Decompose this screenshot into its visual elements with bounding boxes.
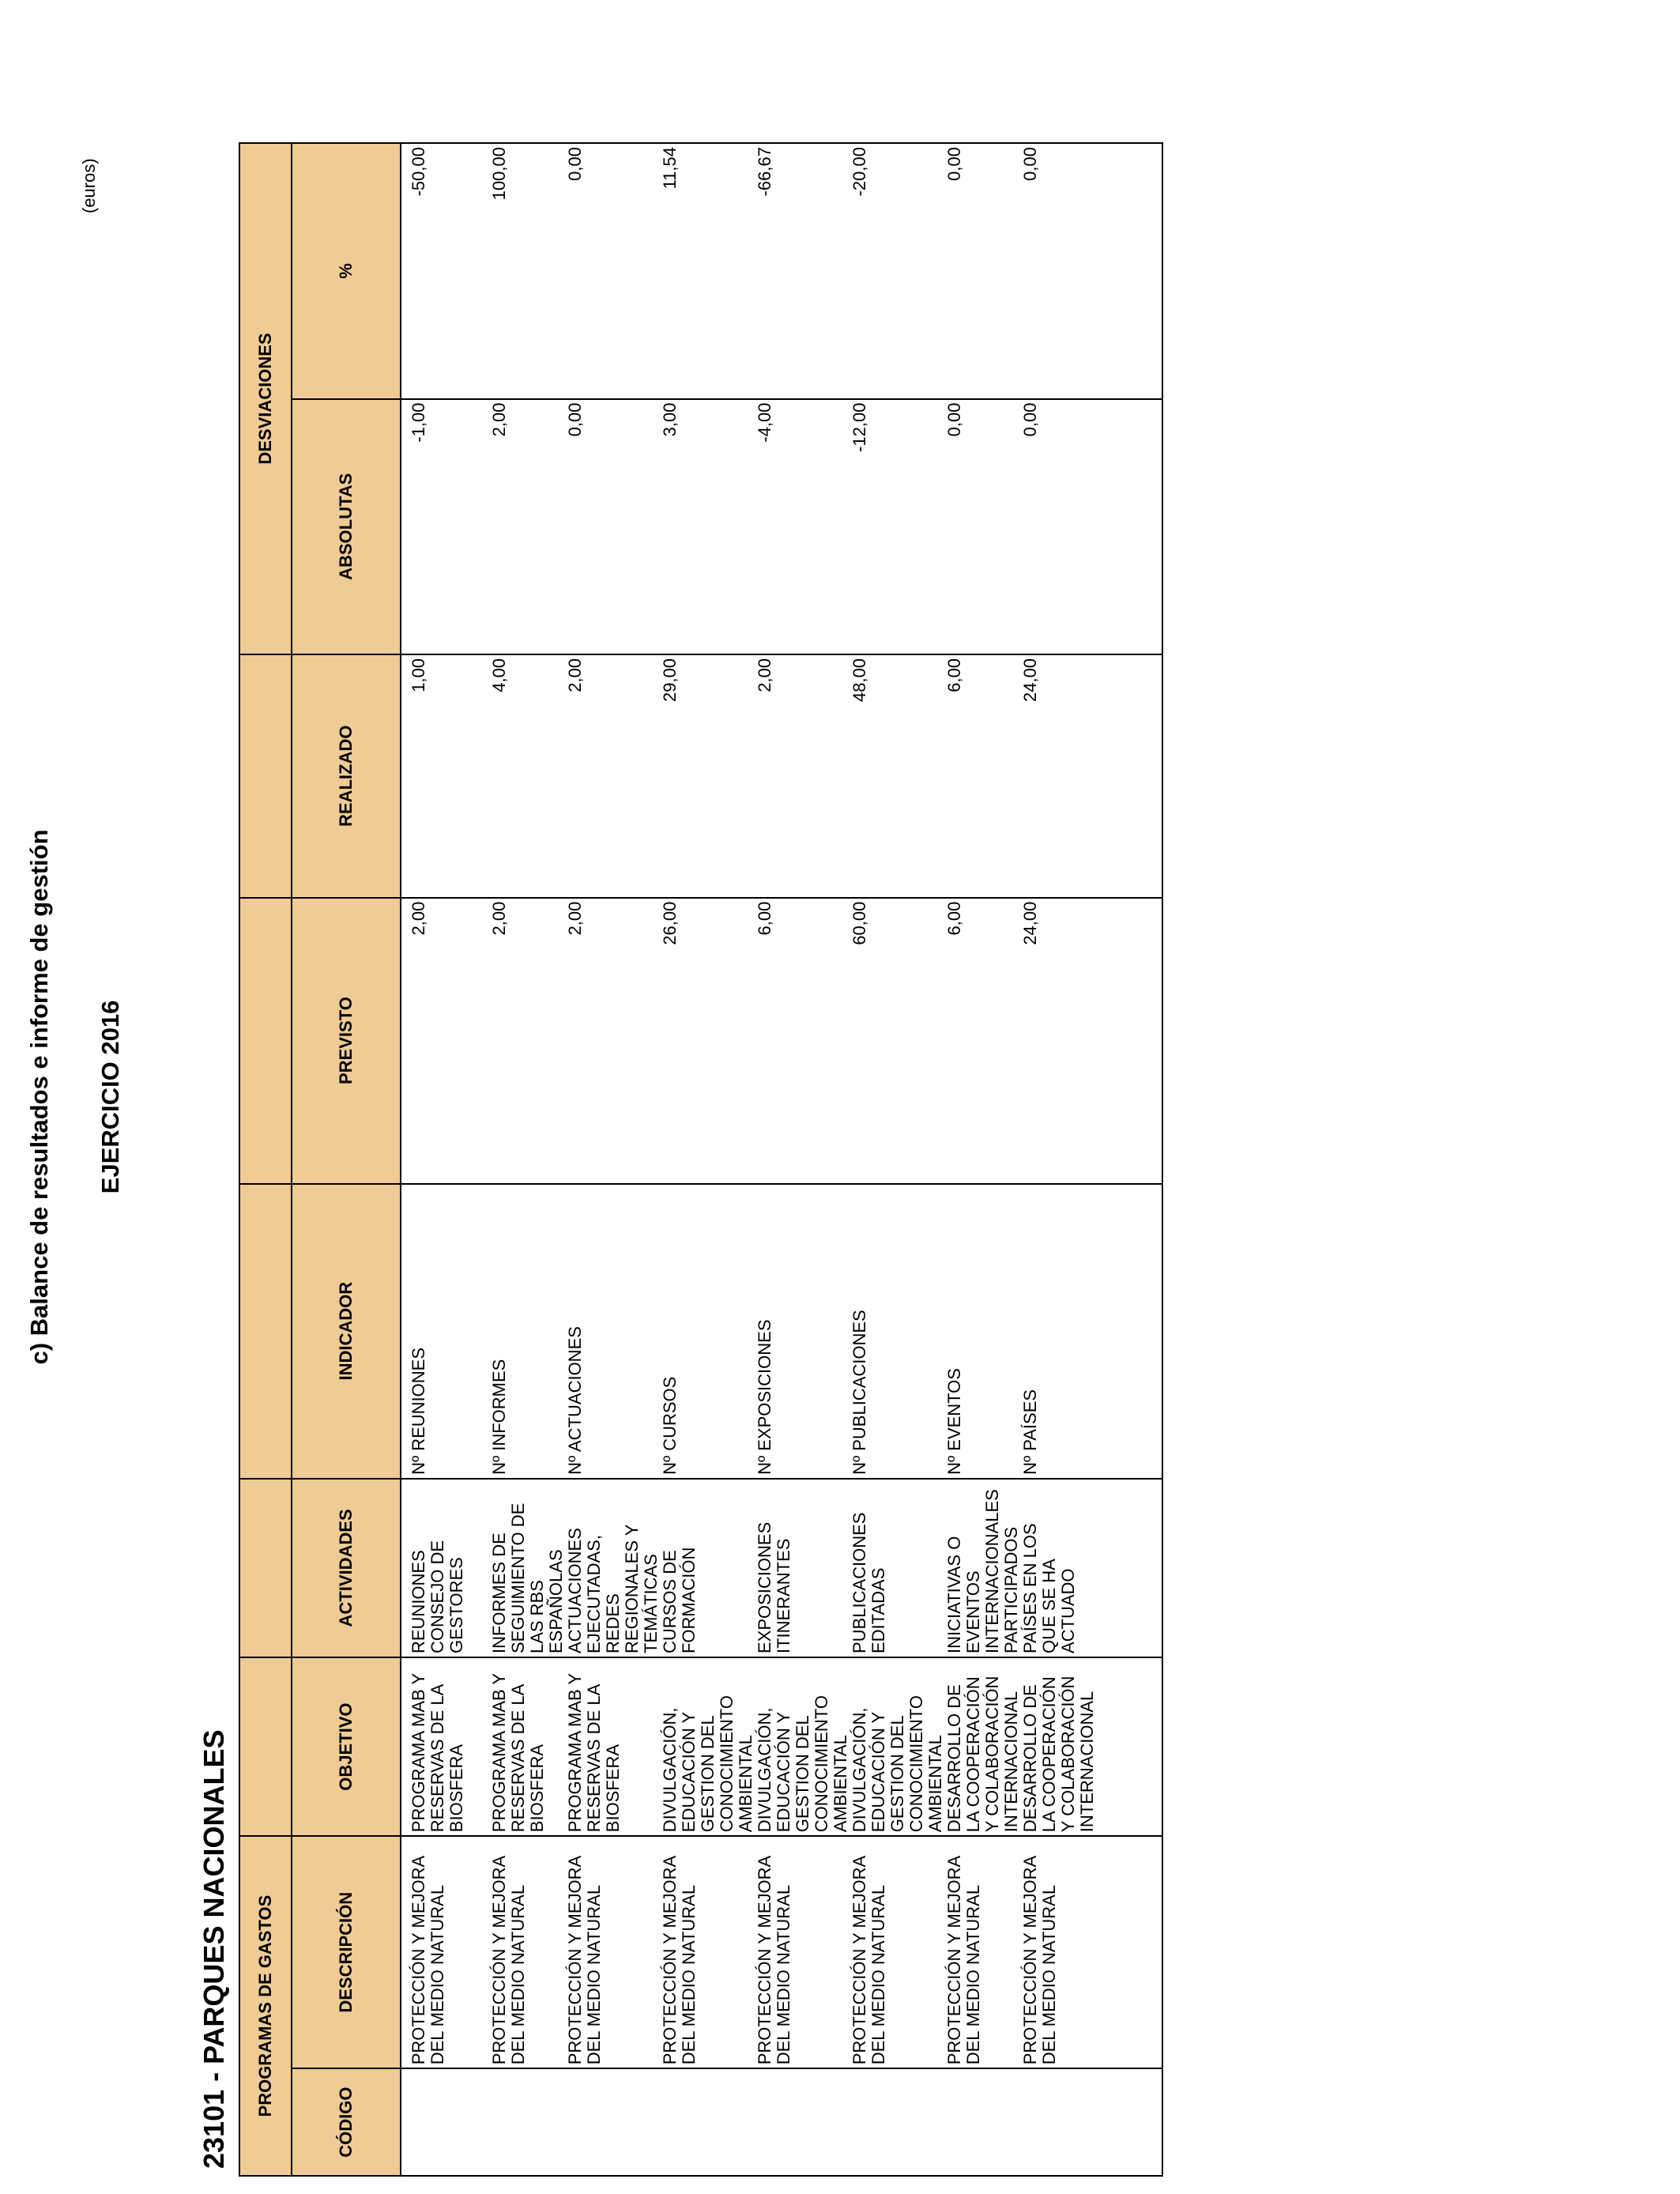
cell-previsto: 2,00 xyxy=(490,898,566,1184)
cell-porcentaje: 0,00 xyxy=(945,143,1021,399)
cell-codigo xyxy=(850,2068,945,2176)
year-title: EJERCICIO 2016 xyxy=(96,1000,124,1194)
cell-previsto: 6,00 xyxy=(755,898,850,1184)
cell-porcentaje: -66,67 xyxy=(755,143,850,399)
column-header-row xyxy=(292,143,401,2176)
cell-indicador: Nº PUBLICACIONES xyxy=(850,1184,945,1479)
cell-descripcion: PROTECCIÓN Y MEJORA DEL MEDIO NATURAL xyxy=(755,1836,850,2068)
group-header-row xyxy=(239,143,292,2176)
results-table xyxy=(239,142,1163,2177)
cell-absolutas: -1,00 xyxy=(401,399,490,654)
cell-porcentaje: -50,00 xyxy=(401,143,490,399)
column-header-indicador: INDICADOR xyxy=(292,1184,401,1479)
cell-descripcion: PROTECCIÓN Y MEJORA DEL MEDIO NATURAL xyxy=(661,1836,755,2068)
cell-codigo xyxy=(401,2068,490,2176)
group-header-desviaciones: DESVIACIONES xyxy=(239,143,292,654)
table-row xyxy=(401,143,490,2176)
column-header-realizado: REALIZADO xyxy=(292,654,401,898)
cell-codigo xyxy=(566,2068,661,2176)
cell-realizado: 29,00 xyxy=(661,654,755,898)
cell-actividades: PUBLICACIONES EDITADAS xyxy=(850,1479,945,1657)
program-title: 23101 - PARQUES NACIONALES xyxy=(198,1729,230,2169)
cell-indicador: Nº PAÍSES xyxy=(1021,1184,1162,1479)
cell-realizado: 1,00 xyxy=(401,654,490,898)
column-header-descripcion: DESCRIPCIÓN xyxy=(292,1836,401,2068)
cell-realizado: 4,00 xyxy=(490,654,566,898)
cell-realizado: 2,00 xyxy=(566,654,661,898)
cell-codigo xyxy=(661,2068,755,2176)
cell-porcentaje: 0,00 xyxy=(566,143,661,399)
cell-objetivo: PROGRAMA MAB Y RESERVAS DE LA BIOSFERA xyxy=(566,1657,661,1836)
cell-descripcion: PROTECCIÓN Y MEJORA DEL MEDIO NATURAL xyxy=(401,1836,490,2068)
table-row xyxy=(1021,143,1162,2176)
blank-header xyxy=(239,1479,292,1657)
column-header-absolutas: ABSOLUTAS xyxy=(292,399,401,654)
cell-porcentaje: 100,00 xyxy=(490,143,566,399)
cell-porcentaje: 0,00 xyxy=(1021,143,1162,399)
units-label: (euros) xyxy=(79,158,99,213)
cell-descripcion: PROTECCIÓN Y MEJORA DEL MEDIO NATURAL xyxy=(850,1836,945,2068)
blank-header xyxy=(239,1657,292,1836)
cell-objetivo: DESARROLLO DE LA COOPERACIÓN Y COLABORACIÓN INTERNACIONAL xyxy=(945,1657,1021,1836)
blank-header xyxy=(239,898,292,1184)
cell-indicador: Nº EXPOSICIONES xyxy=(755,1184,850,1479)
cell-descripcion: PROTECCIÓN Y MEJORA DEL MEDIO NATURAL xyxy=(945,1836,1021,2068)
cell-actividades: CURSOS DE FORMACIÓN xyxy=(661,1479,755,1657)
cell-descripcion: PROTECCIÓN Y MEJORA DEL MEDIO NATURAL xyxy=(490,1836,566,2068)
cell-objetivo: DIVULGACIÓN, EDUCACIÓN Y GESTION DEL CONOCIMIENTO AMBIENTAL xyxy=(661,1657,755,1836)
column-header-codigo: CÓDIGO xyxy=(292,2068,401,2176)
cell-previsto: 24,00 xyxy=(1021,898,1162,1184)
cell-indicador: Nº INFORMES xyxy=(490,1184,566,1479)
table-row xyxy=(945,143,1021,2176)
cell-porcentaje: 11,54 xyxy=(661,143,755,399)
cell-actividades: EXPOSICIONES ITINERANTES xyxy=(755,1479,850,1657)
cell-realizado: 24,00 xyxy=(1021,654,1162,898)
cell-realizado: 2,00 xyxy=(755,654,850,898)
section-title: c) Balance de resultados e informe de gestión xyxy=(25,829,53,1365)
blank-header xyxy=(239,1184,292,1479)
cell-codigo xyxy=(490,2068,566,2176)
cell-codigo xyxy=(945,2068,1021,2176)
table-row xyxy=(755,143,850,2176)
blank-header xyxy=(239,654,292,898)
column-header-objetivo: OBJETIVO xyxy=(292,1657,401,1836)
group-header-programas: PROGRAMAS DE GASTOS xyxy=(239,1836,292,2176)
column-header-previsto: PREVISTO xyxy=(292,898,401,1184)
cell-absolutas: 0,00 xyxy=(1021,399,1162,654)
cell-absolutas: 0,00 xyxy=(566,399,661,654)
column-header-porcentaje: % xyxy=(292,143,401,399)
cell-absolutas: 0,00 xyxy=(945,399,1021,654)
cell-actividades: PAÍSES EN LOS QUE SE HA ACTUADO xyxy=(1021,1479,1162,1657)
cell-previsto: 2,00 xyxy=(401,898,490,1184)
cell-codigo xyxy=(1021,2068,1162,2176)
cell-previsto: 60,00 xyxy=(850,898,945,1184)
cell-objetivo: PROGRAMA MAB Y RESERVAS DE LA BIOSFERA xyxy=(401,1657,490,1836)
cell-realizado: 6,00 xyxy=(945,654,1021,898)
cell-absolutas: -4,00 xyxy=(755,399,850,654)
table-row xyxy=(850,143,945,2176)
cell-objetivo: PROGRAMA MAB Y RESERVAS DE LA BIOSFERA xyxy=(490,1657,566,1836)
cell-actividades: INFORMES DE SEGUIMIENTO DE LAS RBS ESPAÑOLAS xyxy=(490,1479,566,1657)
column-header-actividades: ACTIVIDADES xyxy=(292,1479,401,1657)
cell-absolutas: -12,00 xyxy=(850,399,945,654)
cell-objetivo: DIVULGACIÓN, EDUCACIÓN Y GESTION DEL CONOCIMIENTO AMBIENTAL xyxy=(850,1657,945,1836)
cell-absolutas: 3,00 xyxy=(661,399,755,654)
cell-objetivo: DIVULGACIÓN, EDUCACIÓN Y GESTION DEL CONOCIMIENTO AMBIENTAL xyxy=(755,1657,850,1836)
table-row xyxy=(566,143,661,2176)
cell-objetivo: DESARROLLO DE LA COOPERACIÓN Y COLABORACIÓN INTERNACIONAL xyxy=(1021,1657,1162,1836)
cell-descripcion: PROTECCIÓN Y MEJORA DEL MEDIO NATURAL xyxy=(1021,1836,1162,2068)
cell-indicador: Nº REUNIONES xyxy=(401,1184,490,1479)
cell-actividades: REUNIONES CONSEJO DE GESTORES xyxy=(401,1479,490,1657)
table-row xyxy=(661,143,755,2176)
cell-previsto: 6,00 xyxy=(945,898,1021,1184)
cell-indicador: Nº CURSOS xyxy=(661,1184,755,1479)
cell-descripcion: PROTECCIÓN Y MEJORA DEL MEDIO NATURAL xyxy=(566,1836,661,2068)
cell-indicador: Nº EVENTOS xyxy=(945,1184,1021,1479)
cell-actividades: INICIATIVAS O EVENTOS INTERNACIONALES PARTICIPADOS xyxy=(945,1479,1021,1657)
cell-previsto: 2,00 xyxy=(566,898,661,1184)
cell-realizado: 48,00 xyxy=(850,654,945,898)
table-row xyxy=(490,143,566,2176)
cell-actividades: ACTUACIONES EJECUTADAS, REDES REGIONALES Y TEMÁTICAS xyxy=(566,1479,661,1657)
cell-previsto: 26,00 xyxy=(661,898,755,1184)
cell-porcentaje: -20,00 xyxy=(850,143,945,399)
cell-absolutas: 2,00 xyxy=(490,399,566,654)
cell-codigo xyxy=(755,2068,850,2176)
cell-indicador: Nº ACTUACIONES xyxy=(566,1184,661,1479)
